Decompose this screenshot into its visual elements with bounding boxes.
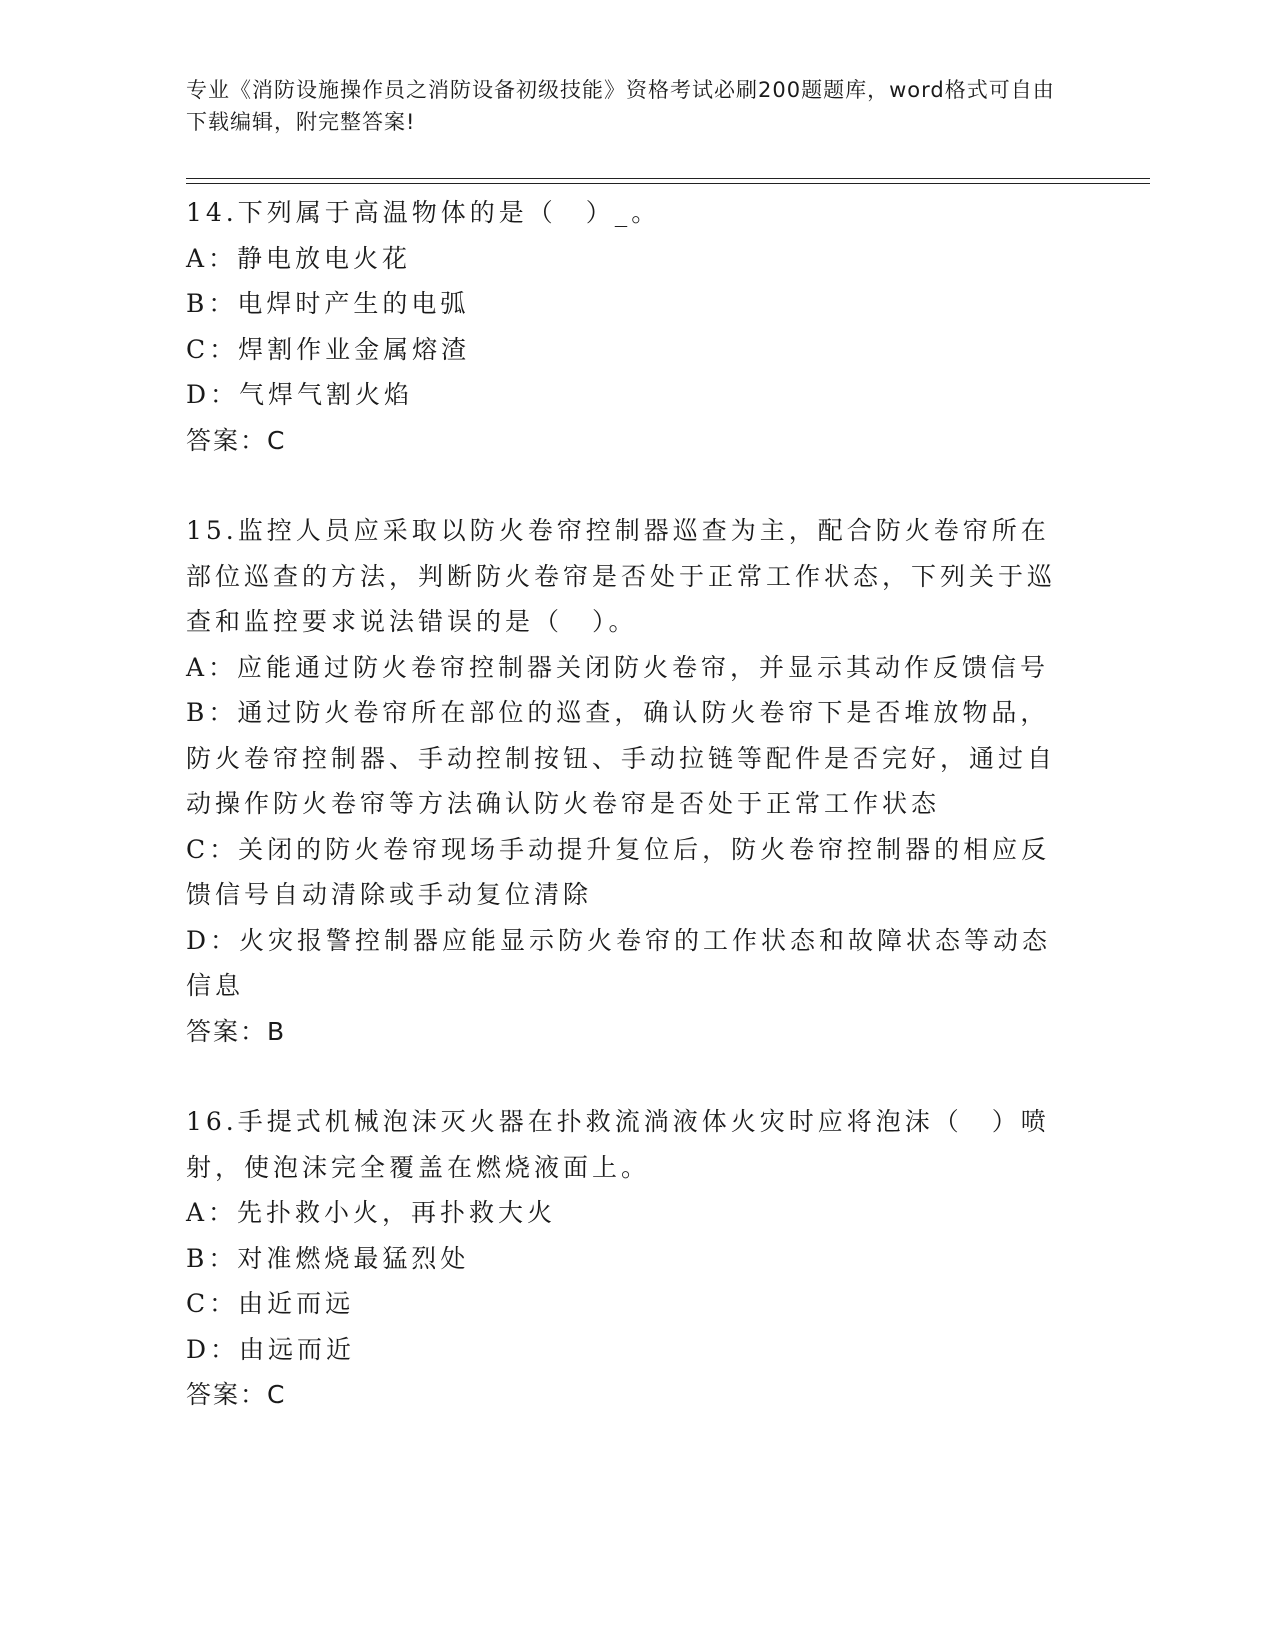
option-d: D：火灾报警控制器应能显示防火卷帘的工作状态和故障状态等动态信息 [186, 925, 1052, 1000]
answer: 答案：C [186, 425, 287, 455]
option-a: A：应能通过防火卷帘控制器关闭防火卷帘，并显示其动作反馈信号 [186, 652, 1050, 682]
header-divider-bottom [186, 183, 1150, 184]
answer: 答案：B [186, 1016, 287, 1046]
header-divider-top [186, 178, 1150, 179]
option-a: A：先扑救小火，再扑救大火 [186, 1198, 557, 1227]
question-15 [186, 508, 1066, 1054]
option-a: A：静电放电火花 [186, 243, 412, 273]
option-d: D：气焊气割火焰 [186, 380, 414, 409]
document-header: 专业《消防设施操作员之消防设备初级技能》资格考试必刷200题题库，word格式可自由下载编辑，附完整答案! [186, 78, 1055, 134]
option-c: C：关闭的防火卷帘现场手动提升复位后，防火卷帘控制器的相应反馈信号自动清除或手动复位清除 [186, 834, 1051, 909]
question-list [186, 190, 1066, 1463]
option-c: C：由近而远 [186, 1289, 355, 1318]
question-14 [186, 190, 1066, 463]
option-b: B：电焊时产生的电弧 [186, 289, 470, 318]
option-b: B：对准燃烧最猛烈处 [186, 1243, 470, 1273]
option-c: C：焊割作业金属熔渣 [186, 334, 471, 364]
question-stem: 16.手提式机械泡沫灭火器在扑救流淌液体火灾时应将泡沫（ ）喷射，使泡沫完全覆盖在燃烧液面上。 [186, 1107, 1050, 1182]
question-16 [186, 1099, 1066, 1418]
option-b: B：通过防火卷帘所在部位的巡查，确认防火卷帘下是否堆放物品，防火卷帘控制器、手动控制按钮、手动拉链等配件是否完好，通过自动操作防火卷帘等方法确认防火卷帘是否处于正常工作状态 [186, 698, 1057, 818]
question-stem: 14.下列属于高温物体的是（ ）_。 [186, 198, 661, 227]
option-d: D：由远而近 [186, 1334, 356, 1364]
answer: 答案：C [186, 1380, 287, 1409]
question-stem: 15.监控人员应采取以防火卷帘控制器巡查为主，配合防火卷帘所在部位巡查的方法，判断防火卷帘是否处于正常工作状态，下列关于巡查和监控要求说法错误的是（ ）。 [186, 516, 1057, 636]
